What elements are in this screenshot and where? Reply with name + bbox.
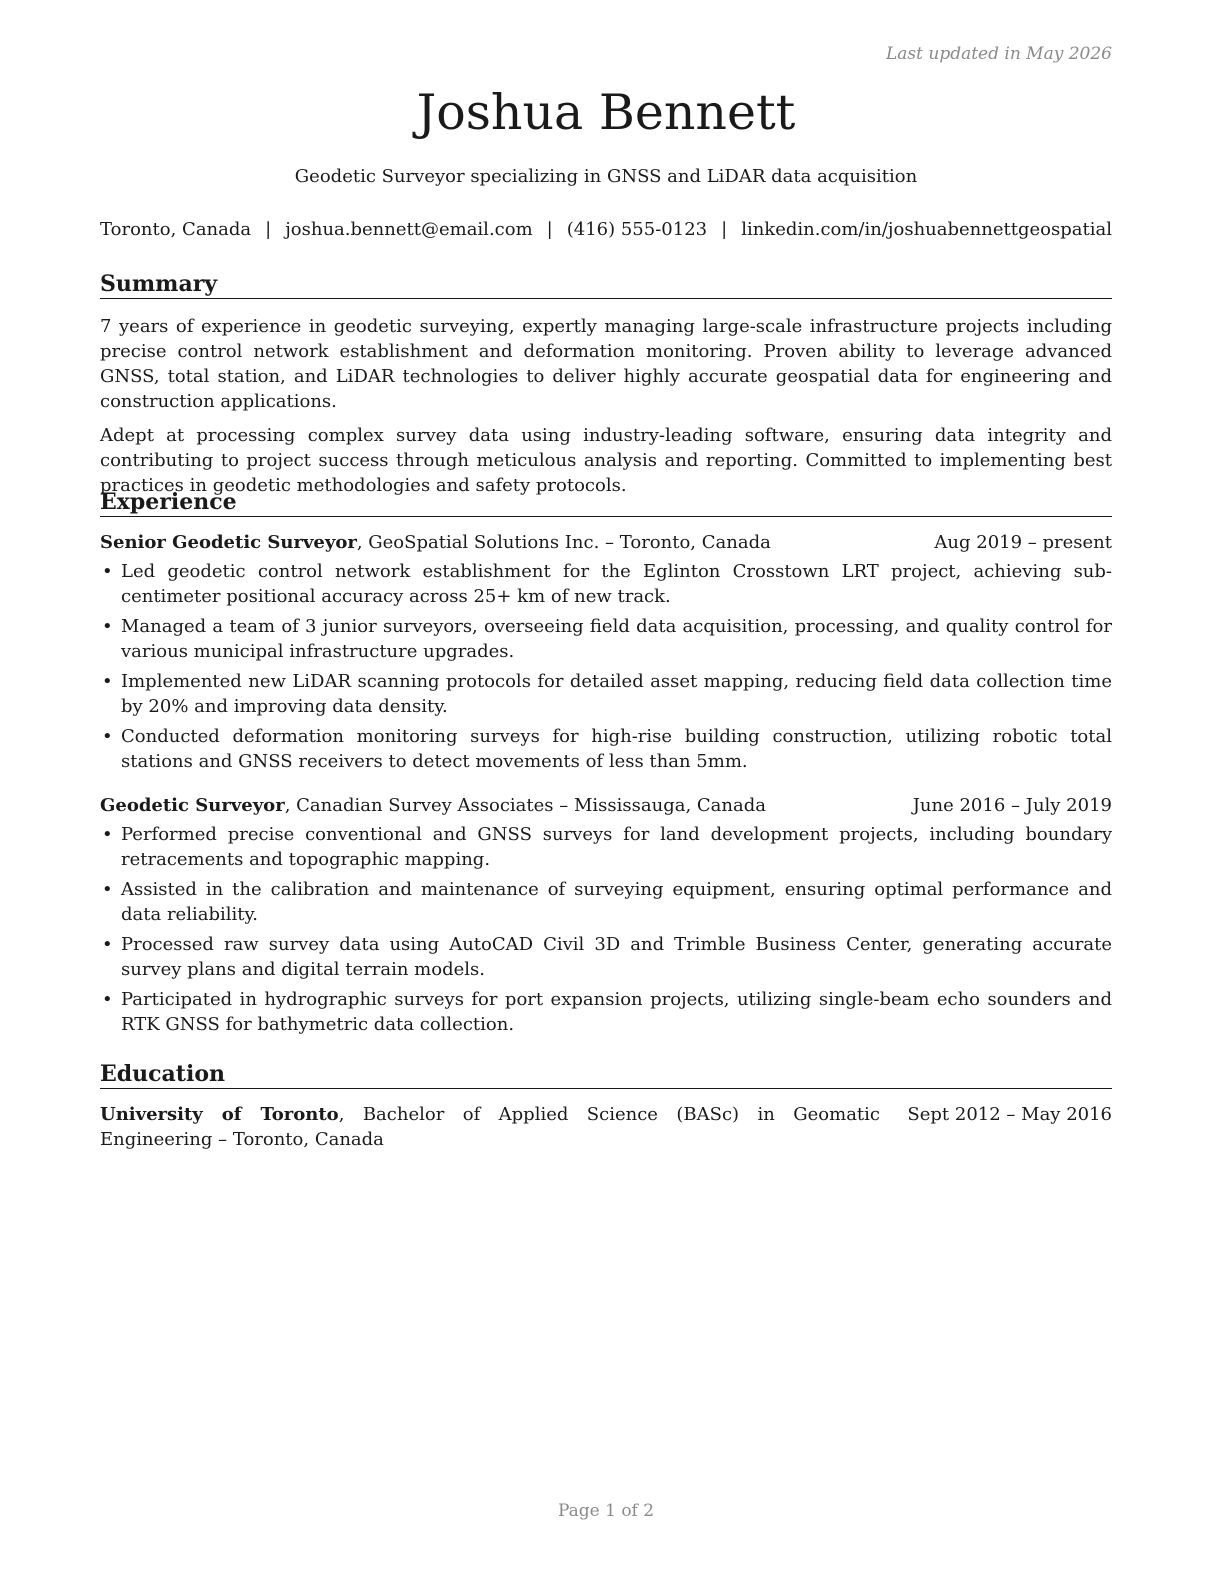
job-dates: Aug 2019 – present (934, 532, 1112, 554)
job-bullet: • Assisted in the calibration and maintenance of surveying equipment, ensuring optimal performance and data reliability. (100, 877, 1112, 927)
summary-section (100, 271, 1112, 498)
contact-separator: | (546, 219, 553, 240)
job-role: Geodetic Surveyor (100, 795, 285, 817)
job-entry (100, 793, 1112, 1037)
section-title-summary: Summary (100, 271, 1112, 299)
job-header (100, 793, 1112, 818)
education-dates: Sept 2012 – May 2016 (907, 1104, 1112, 1126)
job-bullets (100, 822, 1112, 1037)
education-degree: , Bachelor of Applied Science (BASc) in Geomatic Engineering – Toronto, Canada (100, 1104, 880, 1151)
page-indicator: Page 1 of 2 (557, 1501, 655, 1521)
job-company: , Canadian Survey Associates – Mississauga, Canada (284, 795, 766, 817)
job-bullet: • Conducted deformation monitoring surveys for high-rise building construction, utilizing robotic total stations and GNSS receivers to detect movements of less than 5mm. (100, 724, 1112, 774)
job-bullet: • Performed precise conventional and GNSS surveys for land development projects, including boundary retracements and topographic mapping. (100, 822, 1112, 872)
contact-separator: | (265, 219, 272, 240)
summary-paragraph: Adept at processing complex survey data using industry-leading software, ensuring data integrity and contributing to project success through meticulous analysis and reporting. Committed to implementing best practices in geodetic methodologies and safety protocols. (100, 425, 1112, 497)
contact-email-link[interactable]: joshua.bennett@email.com (285, 219, 533, 240)
resume-page (100, 0, 1112, 1584)
experience-section (100, 489, 1112, 1042)
contact-separator: | (721, 219, 728, 240)
job-bullets (100, 559, 1112, 774)
contact-line (80, 219, 1132, 240)
job-bullet: • Managed a team of 3 junior surveyors, overseeing field data acquisition, processing, and quality control for various municipal infrastructure upgrades. (100, 614, 1112, 664)
candidate-name: Joshua Bennett (416, 84, 796, 141)
job-entry (100, 530, 1112, 774)
education-entry (100, 1102, 1112, 1152)
contact-location: Toronto, Canada (100, 219, 252, 240)
job-bullet: • Led geodetic control network establishment for the Eglinton Crosstown LRT project, achieving sub-centimeter positional accuracy across 25+ km of new track. (100, 559, 1112, 609)
candidate-headline: Geodetic Surveyor specializing in GNSS and LiDAR data acquisition (294, 166, 918, 187)
job-bullet: • Processed raw survey data using AutoCAD Civil 3D and Trimble Business Center, generating accurate survey plans and digital terrain models. (100, 932, 1112, 982)
education-school: University of Toronto (100, 1104, 339, 1126)
job-bullet: • Implemented new LiDAR scanning protocols for detailed asset mapping, reducing field data collection time by 20% and improving data density. (100, 669, 1112, 719)
job-bullet: • Participated in hydrographic surveys for port expansion projects, utilizing single-beam echo sounders and RTK GNSS for bathymetric data collection. (100, 987, 1112, 1037)
contact-phone: (416) 555-0123 (566, 219, 708, 240)
section-title-education: Education (100, 1061, 1112, 1089)
education-section (100, 1061, 1112, 1152)
summary-paragraph: 7 years of experience in geodetic surveying, expertly managing large-scale infrastructure projects including precise control network establishment and deformation monitoring. Proven ability to leverage advanced GNSS, total station, and LiDAR technologies to deliver highly accurate geospatial data for engineering and construction applications. (100, 316, 1112, 413)
job-header (100, 530, 1112, 555)
contact-linkedin-link[interactable]: linkedin.com/in/joshuabennettgeospatial (741, 219, 1112, 240)
job-role: Senior Geodetic Surveyor (100, 532, 357, 554)
section-title-experience: Experience (100, 489, 1112, 517)
job-dates: June 2016 – July 2019 (912, 795, 1112, 817)
job-company: , GeoSpatial Solutions Inc. – Toronto, Canada (356, 532, 771, 554)
last-updated-note: Last updated in May 2026 (885, 44, 1112, 64)
